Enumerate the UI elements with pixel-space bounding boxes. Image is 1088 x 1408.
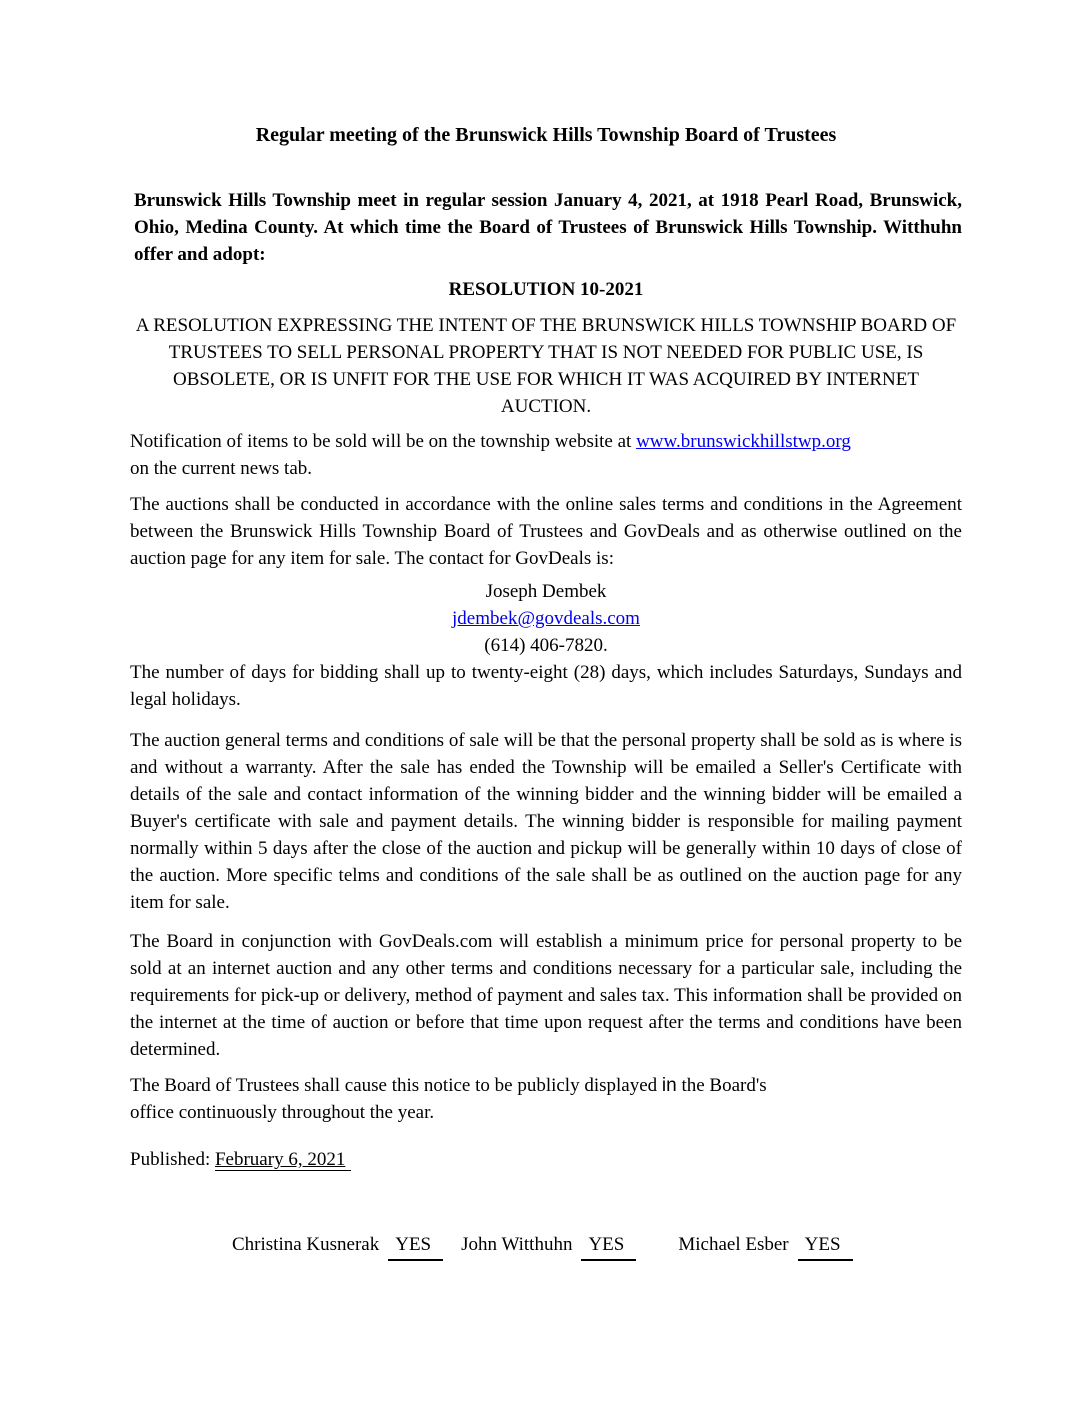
auctions-paragraph: The auctions shall be conducted in accordance with the online sales terms and conditions in the Agreement between the Brunswick Hills Township Board of Trustees and GovDeals and as otherwise outlined on the auction page for any item for sale. The contact for GovDeals is: xyxy=(130,494,962,569)
resolution-statement: A RESOLUTION EXPRESSING THE INTENT OF THE BRUNSWICK HILLS TOWNSHIP BOARD OF TRUSTEES TO SELL PERSONAL PROPERTY THAT IS NOT NEEDED FOR PUBLIC USE, IS OBSOLETE, OR IS UNFIT FOR THE USE FOR WHICH IT WAS ACQUIRED BY INTERNET AUCTION. xyxy=(135,315,957,417)
vote-item-esber xyxy=(678,1231,852,1261)
published-label: Published: xyxy=(130,1149,215,1170)
contact-email-line xyxy=(130,605,962,632)
published-date: February 6, 2021 xyxy=(215,1149,351,1171)
minimum-price-paragraph: The Board in conjunction with GovDeals.com will establish a minimum price for personal property to be sold at an internet auction and any other terms and conditions necessary for a particular sale, including the requirements for pick-up or delivery, method of payment and sales tax. This information shall be provided on the internet at the time of auction or before that time upon request after the terms and conditions have been determined. xyxy=(130,931,962,1060)
contact-block xyxy=(130,578,962,659)
resolution-number-heading: RESOLUTION 10-2021 xyxy=(448,279,644,300)
published-line xyxy=(130,1146,962,1173)
vote-value: YES xyxy=(798,1231,853,1261)
vote-row xyxy=(130,1231,962,1261)
trustee-name: Michael Esber xyxy=(678,1234,789,1255)
notice-text-before-in: The Board of Trustees shall cause this notice to be publicly displayed xyxy=(130,1075,662,1096)
vote-value: YES xyxy=(581,1231,636,1261)
trustee-name: Christina Kusnerak xyxy=(232,1234,380,1255)
notice-text-line2: office continuously throughout the year. xyxy=(130,1102,435,1123)
intro-paragraph: Brunswick Hills Township meet in regular session January 4, 2021, at 1918 Pearl Road, Brunswick, Ohio, Medina County. At which time the Board of Trustees of Brunswick Hills Township. Witthuhn offer and adopt: xyxy=(134,190,962,265)
vote-value: YES xyxy=(388,1231,443,1261)
contact-phone: (614) 406-7820. xyxy=(484,635,608,656)
bidding-days-paragraph: The number of days for bidding shall up to twenty-eight (28) days, which includes Saturdays, Sundays and legal holidays. xyxy=(130,662,962,710)
vote-item-kusnerak xyxy=(232,1231,443,1261)
contact-name: Joseph Dembek xyxy=(485,581,607,602)
notice-paragraph xyxy=(130,1072,962,1126)
notification-paragraph xyxy=(130,428,962,482)
trustee-name: John Witthuhn xyxy=(461,1234,573,1255)
notification-text-after: on the current news tab. xyxy=(130,458,313,479)
vote-item-witthuhn xyxy=(461,1231,636,1261)
township-website-link[interactable]: www.brunswickhillstwp.org xyxy=(636,431,851,452)
notice-word-in: in xyxy=(661,1075,677,1096)
notification-text-before: Notification of items to be sold will be on the township website at xyxy=(130,431,637,452)
terms-paragraph: The auction general terms and conditions of sale will be that the personal property shall be sold as is where is and without a warranty. After the sale has ended the Township will be emailed a Seller's Certificate with details of the sale and contact information of the winning bidder and the winning bidder will be emailed a Buyer's certificate with sale and payment details. The winning bidder is responsible for mailing payment normally within 5 days after the close of the auction and pickup will be generally within 10 days of close of the auction. More specific telms and conditions of the sale shall be as outlined on the auction page for any item for sale. xyxy=(130,730,962,913)
page-title: Regular meeting of the Brunswick Hills Township Board of Trustees xyxy=(255,124,837,146)
notice-text-after-in: the Board's xyxy=(676,1075,767,1096)
contact-email-link[interactable]: jdembek@govdeals.com xyxy=(452,608,640,629)
